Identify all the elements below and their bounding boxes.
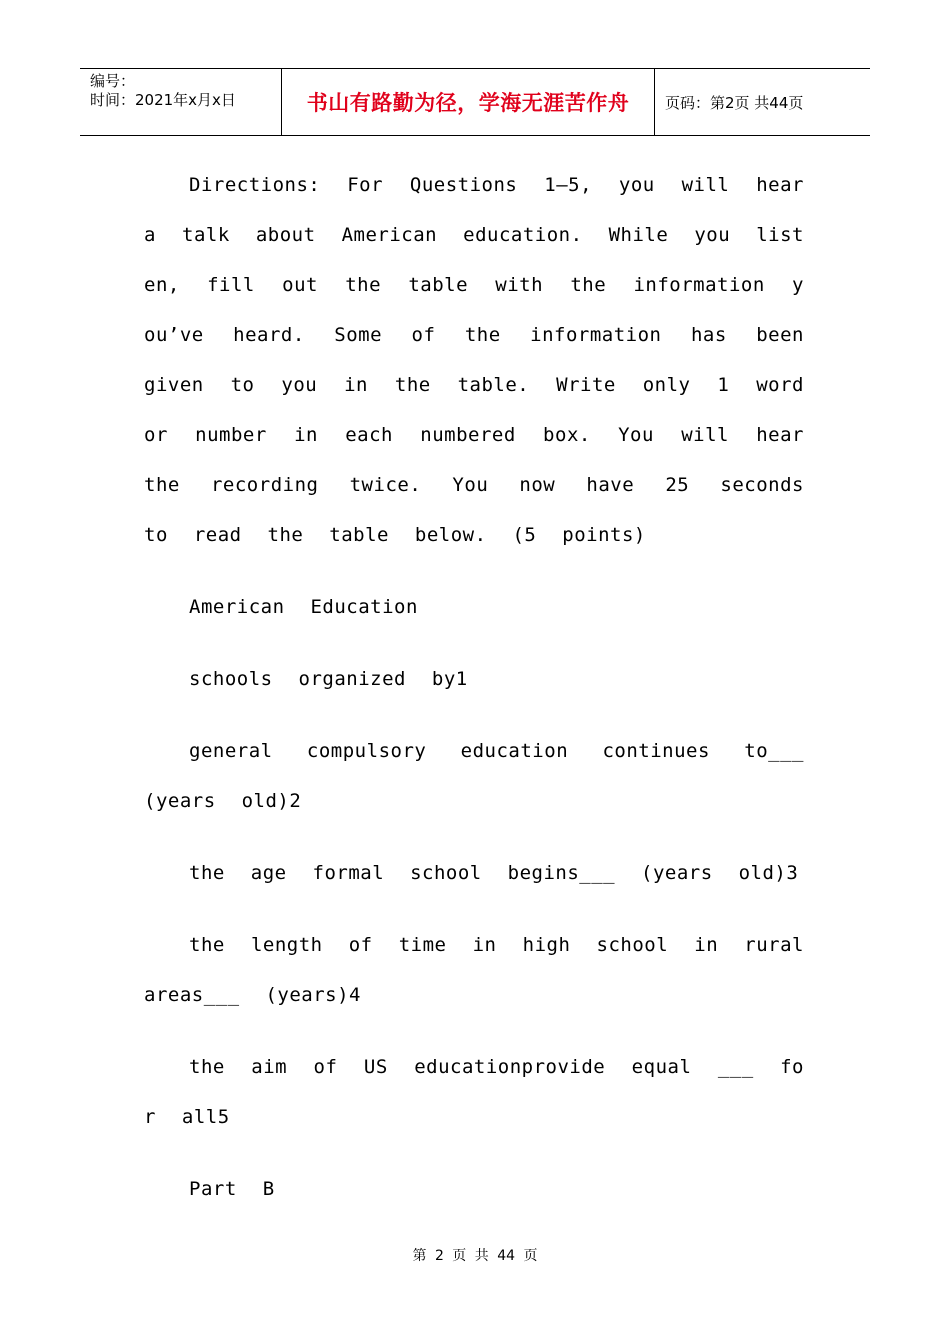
header-meta-cell xyxy=(80,69,282,135)
table-item-1: schools organized by1 xyxy=(189,668,468,690)
number-label: 编号： xyxy=(90,72,136,90)
table-item-4: the length of time in high school in rural areas___ (years)4 xyxy=(144,934,804,1006)
page-footer: 第 2 页 共 44 页 xyxy=(412,1248,538,1264)
page-header xyxy=(80,68,870,136)
table-item-5: the aim of US educationprovide equal ___ for all5 xyxy=(144,1056,804,1128)
motto-text: 书山有路勤为径，学海无涯苦作舟 xyxy=(306,91,630,115)
table-item-3: the age formal school begins___ (years old)3 xyxy=(189,862,799,884)
page-info-text: 页码：第2页 共44页 xyxy=(665,93,804,112)
section-heading-part-b: Part B xyxy=(189,1178,275,1200)
motto-cell xyxy=(282,69,655,135)
date-label: 时间：2021年x月x日 xyxy=(90,91,236,109)
table-title: American Education xyxy=(189,596,418,618)
directions-paragraph: Directions: For Questions 1—5, you will hear a talk about American education. While you listen, fill out the table with the information you’ve heard. Some of the information has been given to you in the table. Write only 1 word or number in each numbered box. You will hear the recording twice. You now have 25 seconds to read the table below. (5 points) xyxy=(144,174,804,546)
document-body xyxy=(144,160,804,1214)
table-item-2: general compulsory education continues to___ (years old)2 xyxy=(144,740,804,812)
page-info-cell xyxy=(655,69,870,135)
